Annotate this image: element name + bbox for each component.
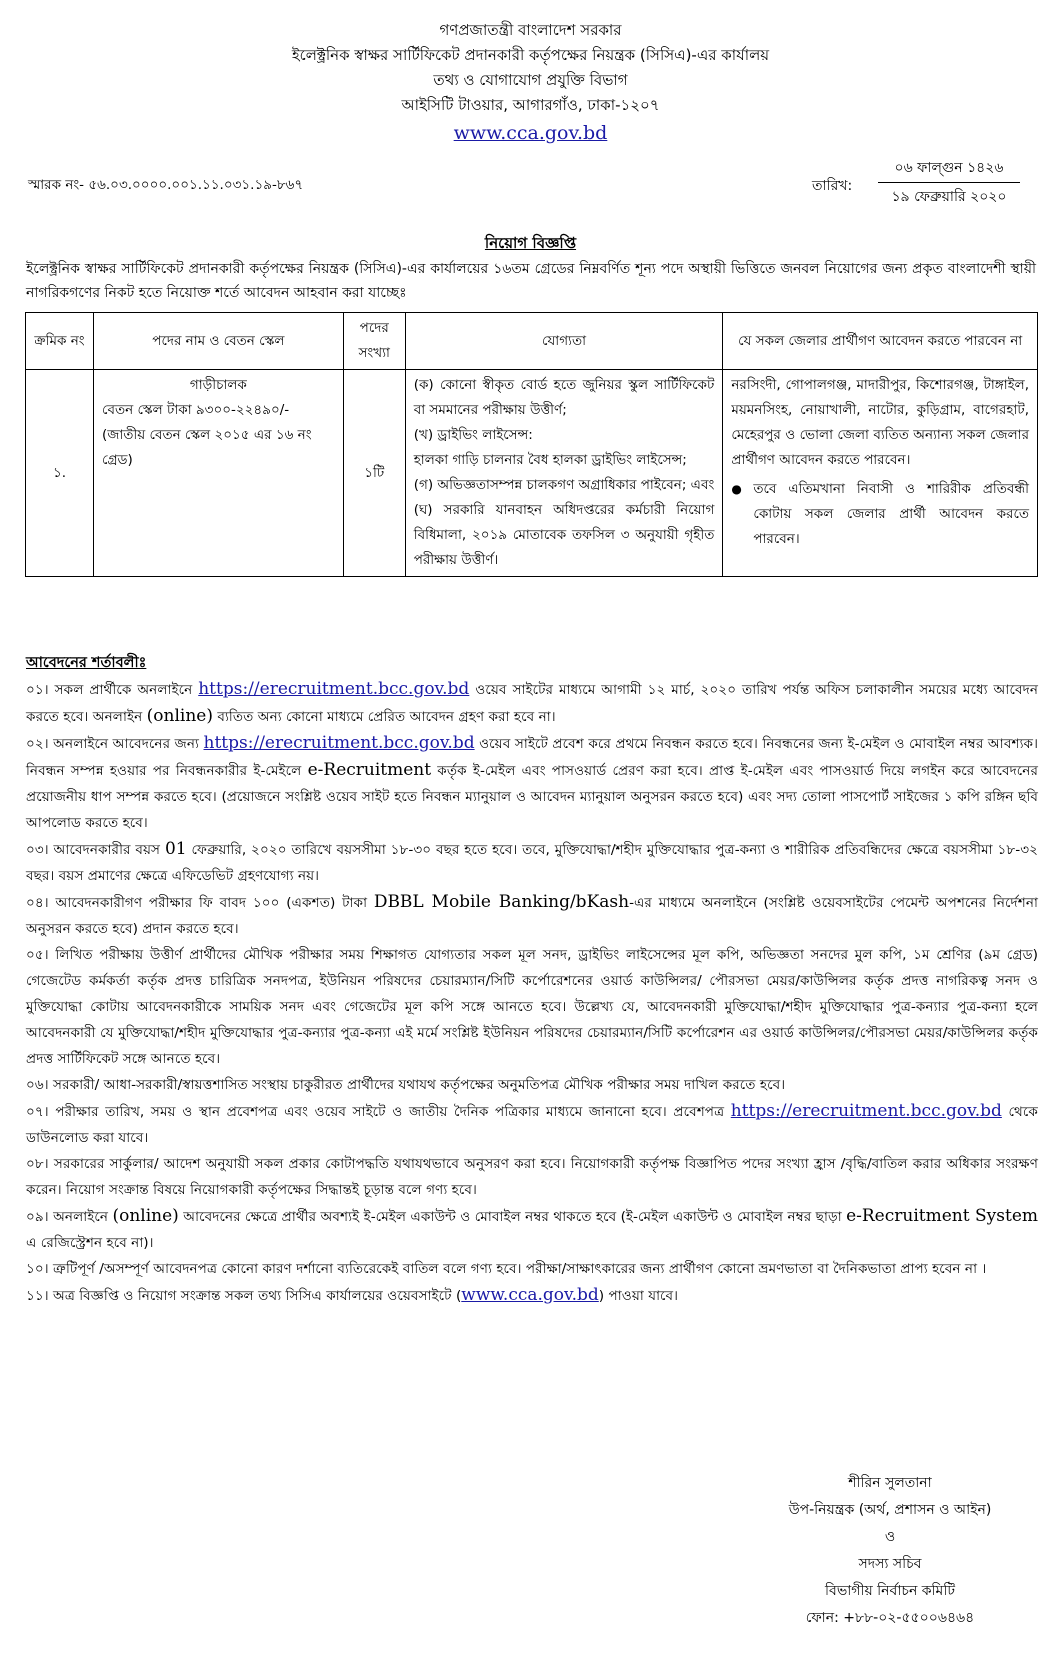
header-address: আইসিটি টাওয়ার, আগারগাঁও, ঢাকা-১২০৭ xyxy=(401,96,660,114)
condition-item: ০১। সকল প্রার্থীকে অনলাইনে https://erecruitment.bcc.gov.bd ওয়েব সাইটের মাধ্যমে আগামী ১২ মার্চ, ২০২০ তারিখ পর্যন্ত অফিস চলাকালীন সময়ের মধ্যে আবেদন করতে হবে। অনলাইন (online) ব্যতিত অন্য কোনো মাধ্যমে প্রেরিত আবেদন গ্রহণ করা হবে না। xyxy=(26,679,1039,726)
header-post: পদের নাম ও বেতন স্কেল xyxy=(93,313,343,370)
date-divider xyxy=(878,182,1020,183)
condition-item: ০৬। সরকারী/ আধা-সরকারী/স্বায়ত্তশাসিত সংস্থায় চাকুরীরত প্রার্থীদের যথাযথ কর্তৃপক্ষের অনুমতিপত্র মৌখিক পরীক্ষার সময় দাখিল করতে হবে। xyxy=(26,1077,786,1093)
header-qualification: যোগ্যতা xyxy=(405,313,723,370)
erecruitment-link[interactable]: https://erecruitment.bcc.gov.bd xyxy=(730,1101,1002,1121)
signatory-role: সদস্য সচিব xyxy=(858,1556,922,1572)
header-districts: যে সকল জেলার প্রার্থীগণ আবেদন করতে পারবেন না xyxy=(723,313,1038,370)
cell-serial: ১. xyxy=(26,370,94,577)
qualification-item: (ঘ) সরকারি যানবাহন অধিদপ্তরের কর্মচারী নিয়োগ বিধিমালা, ২০১৯ মোতাবেক তফসিল ৩ অনুযায়ী গৃহীত পরীক্ষায় উত্তীর্ণ। xyxy=(413,502,715,568)
signatory-designation: উপ-নিয়ন্ত্রক (অর্থ, প্রশাসন ও আইন) xyxy=(788,1502,992,1518)
header-website-link[interactable]: www.cca.gov.bd xyxy=(453,122,608,144)
cell-qualification xyxy=(405,370,723,577)
header-government: গণপ্রজাতন্ত্রী বাংলাদেশ সরকার xyxy=(439,21,622,39)
header-division: তথ্য ও যোগাযোগ প্রযুক্তি বিভাগ xyxy=(433,71,628,89)
condition-item: ০৩। আবেদনকারীর বয়স 01 ফেব্রুয়ারি, ২০২০ তারিখে বয়সসীমা ১৮-৩০ বছর হতে হবে। তবে, মুক্তিযোদ্ধা/শহীদ মুক্তিযোদ্ধার পুত্র-কন্যা ও শারীরিক প্রতিবন্ধিদের ক্ষেত্রে বয়সসীমা ১৮-৩২ বছর। বয়স প্রমাণের ক্ষেত্রে এফিডেভিট গ্রহণযোগ্য নয়। xyxy=(26,839,1038,884)
condition-item: ০৭। পরীক্ষার তারিখ, সময় ও স্থান প্রবেশপত্র এবং ওয়েব সাইটে ও জাতীয় দৈনিক পত্রিকার মাধ্যমে জানানো হবে। প্রবেশপত্র https://erecruitment.bcc.gov.bd থেকে ডাউনলোড করা যাবে। xyxy=(26,1101,1038,1146)
date-label: তারিখ: xyxy=(812,178,853,194)
condition-item: ১০। ত্রুটিপূর্ণ /অসম্পূর্ণ আবেদনপত্র কোনো কারণ দর্শানো ব্যতিরেকেই বাতিল বলে গণ্য হবে। পরীক্ষা/সাক্ষাৎকারের জন্য প্রার্থীগণ কোনো ভ্রমণভাতা বা দৈনিকভাতা প্রাপ্য হবেন না । xyxy=(26,1261,987,1277)
cell-districts xyxy=(723,370,1038,577)
signatory-name: শীরিন সুলতানা xyxy=(848,1475,932,1491)
bullet-icon: ● xyxy=(731,482,742,496)
condition-item: ১১। অত্র বিজ্ঞপ্তি ও নিয়োগ সংক্রান্ত সকল তথ্য সিসিএ কার্যালয়ের ওয়েবসাইটে (www.cca.gov.bd) পাওয়া যাবে। xyxy=(26,1285,679,1305)
date-bangla: ০৬ ফাল্গুন ১৪২৬ xyxy=(894,160,1004,176)
cell-count: ১টি xyxy=(343,370,405,577)
posts-table xyxy=(25,312,1038,577)
signatory-and: ও xyxy=(884,1529,896,1545)
table-header-row xyxy=(26,313,1038,370)
signatory-committee: বিভাগীয় নির্বাচন কমিটি xyxy=(825,1583,955,1599)
excluded-districts: নরসিংদী, গোপালগঞ্জ, মাদারীপুর, কিশোরগঞ্জ, টাঙ্গাইল, ময়মনসিংহ, নোয়াখালী, নাটোর, কুড়িগ্রাম, বাগেরহাট, মেহেরপুর ও ভোলা জেলা ব্যতিত অন্যান্য সকল জেলার প্রার্থীগণ আবেদন করতে পারবেন। xyxy=(731,377,1029,468)
conditions-heading: আবেদনের শর্তাবলীঃ xyxy=(26,655,147,671)
qualification-item: (খ) ড্রাইভিং লাইসেন্স: xyxy=(413,427,533,443)
signature-block xyxy=(740,1470,1040,1632)
post-name: গাড়ীচালক xyxy=(189,377,247,393)
memo-number: স্মারক নং- ৫৬.০৩.০০০০.০০১.১১.০৩১.১৯-৮৬৭ xyxy=(28,177,304,193)
condition-item: ০২। অনলাইনে আবেদনের জন্য https://erecruitment.bcc.gov.bd ওয়েব সাইটে প্রবেশ করে প্রথমে নিবন্ধন করতে হবে। নিবন্ধনের জন্য ই-মেইল ও মোবাইল নম্বর আবশ্যক। নিবন্ধন সম্পন্ন হওয়ার পর নিবন্ধনকারীর ই-মেইলে e-Recruitment কর্তৃক ই-মেইল এবং পাসওয়ার্ড প্রেরণ করা হবে। প্রাপ্ত ই-মেইল এবং পাসওয়ার্ড দিয়ে লগইন করে আবেদনের প্রয়োজনীয় ধাপ সম্পন্ন করতে হবে। (প্রয়োজনে সংশ্লিষ্ট ওয়েব সাইট হতে নিবন্ধন ম্যানুয়াল ও আবেদন ম্যানুয়াল অনুসরন করতে হবে) এবং সদ্য তোলা পাসপোর্ট সাইজের ১ কপি রঙ্গিন ছবি আপলোড করতে হবে। xyxy=(26,733,1039,831)
cell-post xyxy=(93,370,343,577)
erecruitment-link[interactable]: https://erecruitment.bcc.gov.bd xyxy=(198,679,470,699)
signatory-phone: ফোন: +৮৮-০২-৫৫০০৬৪৬৪ xyxy=(805,1610,975,1626)
header-serial: ক্রমিক নং xyxy=(26,313,94,370)
districts-note: তবে এতিমখানা নিবাসী ও শারিরীক প্রতিবন্ধী কোটায় সকল জেলার প্রার্থী আবেদন করতে পারবেন। xyxy=(753,481,1029,547)
condition-item: ০৮। সরকারের সার্কুলার/ আদেশ অনুযায়ী সকল প্রকার কোটাপদ্ধতি যথাযথভাবে অনুসরণ করা হবে। নিয়োগকারী কর্তৃপক্ষ বিজ্ঞাপিত পদের সংখ্যা হ্রাস /বৃদ্ধি/বাতিল করার অধিকার সংরক্ষণ করেন। নিয়োগ সংক্রান্ত বিষয়ে নিয়োগকারী কর্তৃপক্ষের সিদ্ধান্তই চূড়ান্ত বলে গণ্য হবে। xyxy=(26,1156,1038,1198)
header-count: পদের সংখ্যা xyxy=(343,313,405,370)
condition-item: ০৯। অনলাইনে (online) আবেদনের ক্ষেত্রে প্রার্থীর অবশ্যই ই-মেইল একাউন্ট ও মোবাইল নম্বর থাকতে হবে (ই-মেইল একাউন্ট ও মোবাইল নম্বর ছাড়া e-Recruitment System এ রেজিস্ট্রেশন হবে না)। xyxy=(26,1206,1039,1251)
office-header xyxy=(0,18,1061,148)
notice-title: নিয়োগ বিজ্ঞপ্তি xyxy=(484,234,577,252)
conditions-section xyxy=(26,650,1038,1309)
cca-website-link[interactable]: www.cca.gov.bd xyxy=(461,1285,599,1305)
condition-item: ০৪। আবেদনকারীগণ পরীক্ষার ফি বাবদ ১০০ (একশত) টাকা DBBL Mobile Banking/bKash-এর মাধ্যমে অনলাইনে (সংশ্লিষ্ট ওয়েবসাইটের পেমেন্ট অপশনের নির্দেশনা অনুসরন করতে হবে) প্রদান করতে হবে। xyxy=(26,892,1038,937)
header-office: ইলেক্ট্রনিক স্বাক্ষর সার্টিফিকেট প্রদানকারী কর্তৃপক্ষের নিয়ন্ত্রক (সিসিএ)-এর কার্যালয় xyxy=(291,46,770,64)
qualification-item: হালকা গাড়ি চালনার বৈধ হালকা ড্রাইভিং লাইসেন্স; xyxy=(413,452,687,468)
qualification-item: (গ) অভিজ্ঞতাসম্পন্ন চালকগণ অগ্রাধিকার পাইবেন; এবং xyxy=(413,477,715,493)
table-row xyxy=(26,370,1038,577)
erecruitment-link[interactable]: https://erecruitment.bcc.gov.bd xyxy=(203,733,475,753)
notice-intro: ইলেক্ট্রনিক স্বাক্ষর সার্টিফিকেট প্রদানকারী কর্তৃপক্ষের নিয়ন্ত্রক (সিসিএ)-এর কার্যালয়ের ১৬তম গ্রেডের নিম্নবর্ণিত শূন্য পদে অস্থায়ী ভিত্তিতে জনবল নিয়োগের জন্য প্রকৃত বাংলাদেশী স্থায়ী নাগরিকগণের নিকট হতে নিয়োক্ত শর্তে আবেদন আহবান করা যাচ্ছেঃ xyxy=(26,261,1036,301)
qualification-item: (ক) কোনো স্বীকৃত বোর্ড হতে জুনিয়র স্কুল সার্টিফিকেট বা সমমানের পরীক্ষায় উত্তীর্ণ; xyxy=(413,377,715,418)
date-english: ১৯ ফেব্রুয়ারি ২০২০ xyxy=(891,189,1007,205)
condition-item: ০৫। লিখিত পরীক্ষায় উত্তীর্ণ প্রার্থীদের মৌখিক পরীক্ষার সময় শিক্ষাগত যোগ্যতার সকল মূল সনদ, ড্রাইভিং লাইসেন্সের মূল কপি, অভিজ্ঞতা সনদের মুল কপি, ১ম শ্রেণির (৯ম গ্রেড) গেজেটেড কর্মকর্তা কর্তৃক প্রদত্ত চারিত্রিক সনদপত্র, ইউনিয়ন পরিষদের চেয়ারম্যান/সিটি কর্পোরেশনের ওয়ার্ড কাউন্সিলর/ পৌরসভা মেয়র/কাউন্সিলর কর্তৃক প্রদত্ত নাগরিকত্ব সনদ ও মুক্তিযোদ্ধা কোটায় আবেদনকারীকে সাময়িক সনদ এবং গেজেটের মূল কপি সঙ্গে আনতে হবে। উল্লেখ্য যে, আবেদনকারী মুক্তিযোদ্ধা/শহীদ মুক্তিযোদ্ধার পুত্র-কন্যার পুত্র-কন্যা হলে আবেদনকারী যে মুক্তিযোদ্ধা/শহীদ মুক্তিযোদ্ধার পুত্র-কন্যার পুত্র-কন্যা এই মর্মে সংশ্লিষ্ট ইউনিয়ন পরিষদের চেয়ারম্যান/সিটি কর্পোরেশন এর ওয়ার্ড কাউন্সিলর/পৌরসভা মেয়র/কাউন্সিলর কর্তৃক প্রদত্ত সার্টিফিকেট সঙ্গে আনতে হবে। xyxy=(26,947,1038,1067)
post-scale: বেতন স্কেল টাকা ৯৩০০-২২৪৯০/- (জাতীয় বেতন স্কেল ২০১৫ এর ১৬ নং গ্রেড) xyxy=(101,402,312,468)
